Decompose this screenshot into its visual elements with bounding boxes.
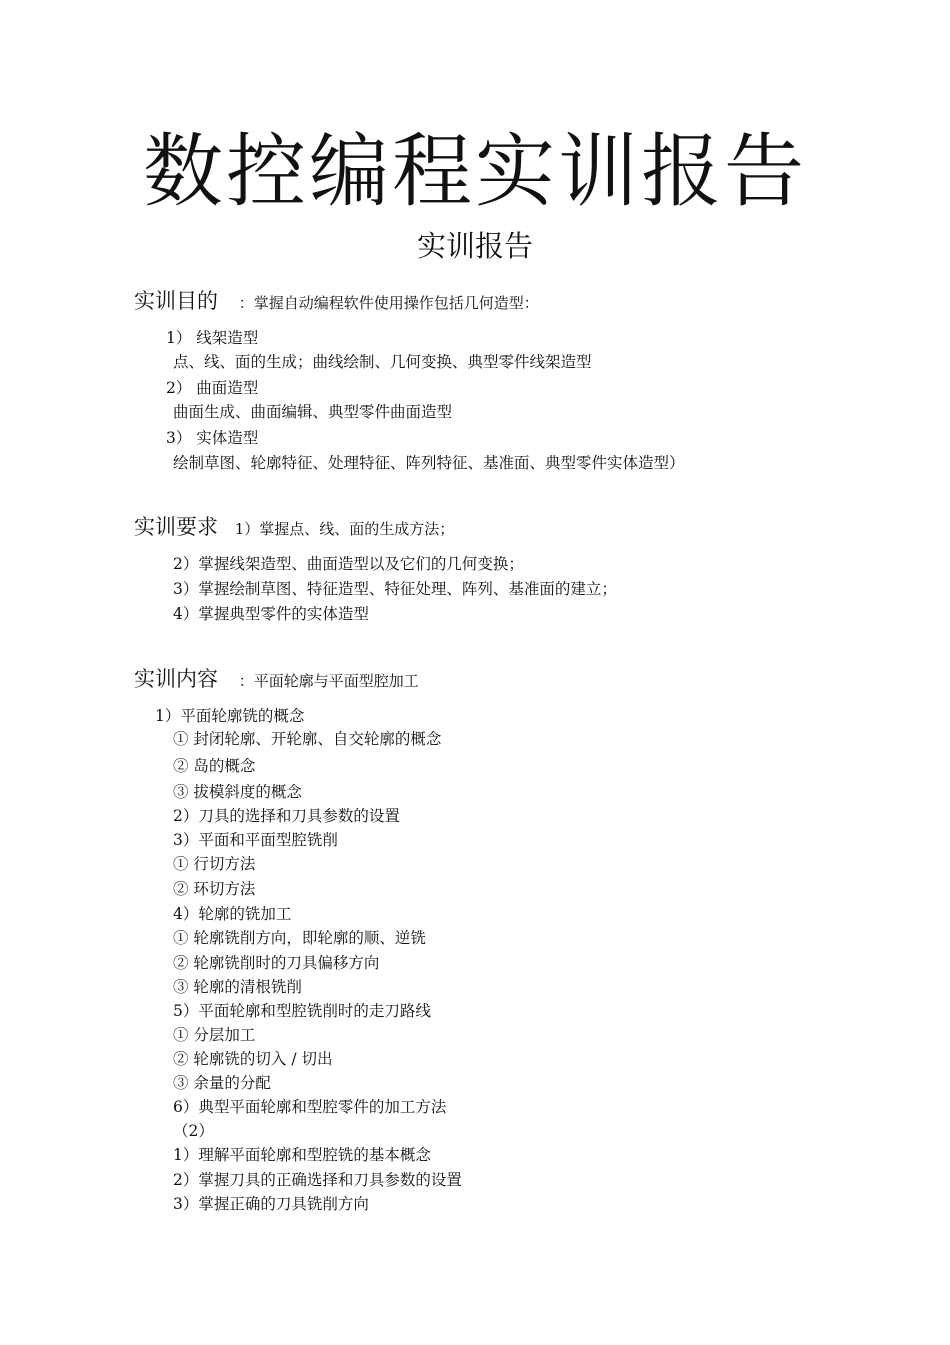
section-requirements-heading-row (134, 512, 454, 544)
section-content-heading-row (134, 664, 419, 696)
document-title: 数控编程实训报告 (143, 125, 807, 218)
purpose-line: 1） 线架造型 (166, 329, 259, 347)
section-purpose-heading: 实训目的 (134, 289, 218, 313)
content-line: ① 轮廓铣削方向，即轮廓的顺、逆铣 (173, 929, 426, 947)
section-content-heading: 实训内容 (134, 667, 218, 691)
section-purpose-lead: ：掌握自动编程软件使用操作包括几何造型： (238, 294, 539, 312)
content-line: 1）理解平面轮廓和型腔铣的基本概念 (173, 1146, 431, 1164)
content-line: ③ 余量的分配 (173, 1074, 271, 1092)
requirements-line: 4）掌握典型零件的实体造型 (173, 605, 369, 623)
content-line: ② 岛的概念 (173, 757, 256, 775)
content-line: 1）平面轮廓铣的概念 (155, 707, 305, 725)
content-line: 4）轮廓的铣加工 (173, 905, 292, 923)
content-line: ② 轮廓铣的切入 / 切出 (173, 1050, 333, 1068)
content-line: ① 封闭轮廓、开轮廓、自交轮廓的概念 (173, 730, 442, 748)
purpose-line: 绘制草图、轮廓特征、处理特征、阵列特征、基准面、典型零件实体造型） (173, 454, 685, 472)
purpose-line: 2） 曲面造型 (166, 379, 259, 397)
section-requirements-lead: 1）掌握点、线、面的生成方法； (234, 520, 455, 538)
content-line: 5）平面轮廓和型腔铣削时的走刀路线 (173, 1002, 431, 1020)
content-line: ① 分层加工 (173, 1026, 256, 1044)
content-line: ③ 拔模斜度的概念 (173, 783, 302, 801)
content-line: 3）掌握正确的刀具铣削方向 (173, 1195, 369, 1213)
section-content-lead: ：平面轮廓与平面型腔加工 (238, 672, 419, 690)
requirements-line: 2）掌握线架造型、曲面造型以及它们的几何变换； (173, 555, 524, 573)
content-line: 2）刀具的选择和刀具参数的设置 (173, 807, 400, 825)
section-purpose-heading-row (134, 286, 539, 318)
content-line: ① 行切方法 (173, 855, 256, 873)
requirements-line: 3）掌握绘制草图、特征造型、特征处理、阵列、基准面的建立； (173, 580, 617, 598)
content-line: 2）掌握刀具的正确选择和刀具参数的设置 (173, 1171, 462, 1189)
purpose-line: 3） 实体造型 (166, 429, 259, 447)
content-line: ② 环切方法 (173, 880, 256, 898)
content-line: 3）平面和平面型腔铣削 (173, 831, 338, 849)
content-line: （2） (173, 1122, 214, 1140)
purpose-line: 曲面生成、曲面编辑、典型零件曲面造型 (173, 403, 453, 421)
content-line: ② 轮廓铣削时的刀具偏移方向 (173, 954, 380, 972)
content-line: 6）典型平面轮廓和型腔零件的加工方法 (173, 1098, 447, 1116)
section-requirements-heading: 实训要求 (134, 515, 218, 539)
content-line: ③ 轮廓的清根铣削 (173, 978, 302, 996)
purpose-line: 点、线、面的生成；曲线绘制、几何变换、典型零件线架造型 (173, 353, 592, 371)
document-subtitle: 实训报告 (416, 229, 533, 263)
